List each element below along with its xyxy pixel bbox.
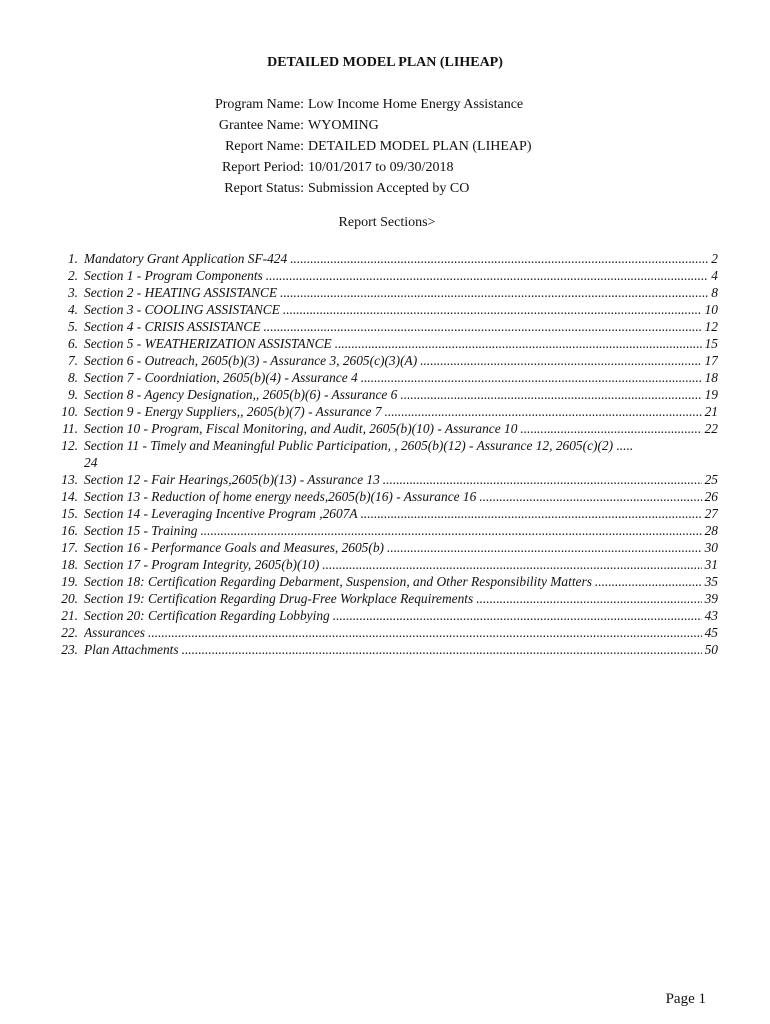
toc-number: 21. xyxy=(61,608,78,623)
toc-number: 9. xyxy=(67,387,78,402)
toc-title[interactable]: Mandatory Grant Application SF-424 xyxy=(84,251,288,266)
meta-report-status xyxy=(0,178,770,199)
toc-title[interactable]: Section 10 - Program, Fiscal Monitoring, and Audit, 2605(b)(10) - Assurance 10 xyxy=(84,421,518,436)
toc-number: 1. xyxy=(67,251,78,266)
toc-item[interactable] xyxy=(50,420,718,437)
toc-number: 8. xyxy=(67,370,78,385)
toc-item[interactable] xyxy=(50,641,718,658)
meta-report-period xyxy=(0,157,770,178)
toc-title[interactable]: Section 1 - Program Components xyxy=(84,268,263,283)
toc-page-number: 50 xyxy=(704,642,718,657)
meta-program-name xyxy=(0,94,770,115)
meta-label: Program Name: xyxy=(214,97,304,112)
toc-number: 11. xyxy=(62,421,78,436)
meta-value: Low Income Home Energy Assistance xyxy=(308,97,524,112)
toc-item[interactable] xyxy=(50,437,718,471)
toc-page-number: 31 xyxy=(704,557,718,572)
toc-page-number: 43 xyxy=(704,608,718,623)
toc-leader xyxy=(335,335,702,352)
toc-page-number: 17 xyxy=(704,353,718,368)
toc-page-number: 15 xyxy=(704,336,718,351)
toc-number: 6. xyxy=(67,336,78,351)
meta-label: Grantee Name: xyxy=(218,118,304,133)
toc-title[interactable]: Section 18: Certification Regarding Debarment, Suspension, and Other Responsibility Matters xyxy=(84,574,592,589)
toc-item[interactable] xyxy=(50,505,718,522)
toc-title[interactable]: Section 5 - WEATHERIZATION ASSISTANCE xyxy=(84,336,332,351)
toc-item[interactable] xyxy=(50,573,718,590)
toc-number: 3. xyxy=(67,285,78,300)
toc-page-number: 25 xyxy=(704,472,718,487)
toc-item[interactable] xyxy=(50,318,718,335)
toc-item[interactable] xyxy=(50,556,718,573)
toc-item[interactable] xyxy=(50,284,718,301)
toc-number: 12. xyxy=(61,438,78,453)
meta-label: Report Status: xyxy=(224,181,304,196)
toc-number: 5. xyxy=(67,319,78,334)
toc-leader xyxy=(385,403,702,420)
toc-page-number: 39 xyxy=(704,591,718,606)
toc-title[interactable]: Section 4 - CRISIS ASSISTANCE xyxy=(84,319,261,334)
toc-leader xyxy=(479,488,701,505)
toc-leader xyxy=(595,573,702,590)
toc-item[interactable] xyxy=(50,539,718,556)
toc-leader xyxy=(290,250,708,267)
toc-number: 20. xyxy=(61,591,78,606)
toc-leader xyxy=(520,420,701,437)
toc-number: 4. xyxy=(67,302,78,317)
toc-title[interactable]: Section 15 - Training xyxy=(84,523,198,538)
toc-title[interactable]: Section 8 - Agency Designation,, 2605(b)(6) - Assurance 6 xyxy=(84,387,398,402)
toc-leader xyxy=(148,624,702,641)
toc-title[interactable]: Section 11 - Timely and Meaningful Public Participation, , 2605(b)(12) - Assurance 12, 2605(c)(2) xyxy=(84,438,614,453)
toc-leader xyxy=(476,590,701,607)
toc-item[interactable] xyxy=(50,369,718,386)
toc-page-number: 21 xyxy=(704,404,718,419)
toc-page-number: 26 xyxy=(704,489,718,504)
toc-title[interactable]: Plan Attachments xyxy=(84,642,179,657)
toc-leader xyxy=(420,352,701,369)
meta-value: WYOMING xyxy=(308,118,379,133)
toc-item[interactable] xyxy=(50,522,718,539)
meta-value: Submission Accepted by CO xyxy=(308,181,470,196)
toc-leader xyxy=(266,267,709,284)
toc-page-number: 35 xyxy=(704,574,718,589)
toc-page-number: 4 xyxy=(711,268,718,283)
toc-item[interactable] xyxy=(50,624,718,641)
table-of-contents xyxy=(50,250,718,658)
toc-title[interactable]: Section 20: Certification Regarding Lobbying xyxy=(84,608,330,623)
page-footer-number: Page 1 xyxy=(665,991,706,1007)
report-metadata xyxy=(0,94,770,199)
toc-number: 18. xyxy=(61,557,78,572)
toc-number: 16. xyxy=(61,523,78,538)
toc-title[interactable]: Section 6 - Outreach, 2605(b)(3) - Assurance 3, 2605(c)(3)(A) xyxy=(84,353,418,368)
toc-title[interactable]: Section 19: Certification Regarding Drug-Free Workplace Requirements xyxy=(84,591,474,606)
toc-title[interactable]: Section 7 - Coordniation, 2605(b)(4) - Assurance 4 xyxy=(84,370,358,385)
toc-page-number: 45 xyxy=(704,625,718,640)
meta-value: 10/01/2017 to 09/30/2018 xyxy=(308,160,454,175)
toc-leader xyxy=(182,641,702,658)
toc-number: 19. xyxy=(61,574,78,589)
meta-value: DETAILED MODEL PLAN (LIHEAP) xyxy=(308,139,532,154)
toc-leader xyxy=(361,369,702,386)
toc-leader xyxy=(280,284,708,301)
toc-item[interactable] xyxy=(50,250,718,267)
report-sections-heading: Report Sections> xyxy=(338,215,436,230)
toc-leader xyxy=(200,522,701,539)
toc-page-number: 10 xyxy=(704,302,718,317)
toc-page-number: 24 xyxy=(84,455,98,470)
toc-number: 22. xyxy=(61,625,78,640)
toc-number: 15. xyxy=(61,506,78,521)
meta-report-name xyxy=(0,136,770,157)
toc-page-number: 19 xyxy=(704,387,718,402)
toc-item[interactable] xyxy=(50,267,718,284)
toc-leader xyxy=(322,556,701,573)
toc-title[interactable]: Section 17 - Program Integrity, 2605(b)(10) xyxy=(84,557,320,572)
toc-number: 14. xyxy=(61,489,78,504)
toc-item[interactable] xyxy=(50,335,718,352)
toc-title[interactable]: Section 13 - Reduction of home energy needs,2605(b)(16) - Assurance 16 xyxy=(84,489,477,504)
toc-leader xyxy=(283,301,702,318)
meta-label: Report Period: xyxy=(221,160,304,175)
toc-leader xyxy=(264,318,702,335)
document-title: DETAILED MODEL PLAN (LIHEAP) xyxy=(267,55,503,70)
toc-number: 23. xyxy=(61,642,78,657)
toc-number: 7. xyxy=(67,353,78,368)
toc-page-number: 30 xyxy=(704,540,718,555)
toc-title[interactable]: Assurances xyxy=(84,625,145,640)
toc-title[interactable]: Section 16 - Performance Goals and Measures, 2605(b) xyxy=(84,540,384,555)
toc-item[interactable] xyxy=(50,352,718,369)
toc-item[interactable] xyxy=(50,590,718,607)
toc-item[interactable] xyxy=(50,386,718,403)
toc-number: 17. xyxy=(61,540,78,555)
toc-title[interactable]: Section 3 - COOLING ASSISTANCE xyxy=(84,302,280,317)
toc-leader xyxy=(383,471,702,488)
toc-leader: ..... xyxy=(616,438,634,453)
toc-page-number: 22 xyxy=(704,421,718,436)
toc-page-number: 8 xyxy=(711,285,718,300)
toc-page-number: 27 xyxy=(704,506,718,521)
toc-number: 2. xyxy=(67,268,78,283)
toc-page-number: 12 xyxy=(704,319,718,334)
toc-title[interactable]: Section 9 - Energy Suppliers,, 2605(b)(7) - Assurance 7 xyxy=(84,404,382,419)
toc-page-number: 2 xyxy=(711,251,718,266)
toc-item[interactable] xyxy=(50,403,718,420)
toc-leader xyxy=(400,386,701,403)
meta-label: Report Name: xyxy=(225,139,304,154)
meta-grantee-name xyxy=(0,115,770,136)
toc-number: 10. xyxy=(61,404,78,419)
toc-item[interactable] xyxy=(50,488,718,505)
toc-title[interactable]: Section 12 - Fair Hearings,2605(b)(13) - Assurance 13 xyxy=(84,472,380,487)
toc-leader xyxy=(387,539,702,556)
toc-number: 13. xyxy=(61,472,78,487)
toc-leader xyxy=(361,505,702,522)
toc-item[interactable] xyxy=(50,471,718,488)
toc-item[interactable] xyxy=(50,301,718,318)
toc-page-number: 28 xyxy=(704,523,718,538)
toc-item[interactable] xyxy=(50,607,718,624)
toc-page-number: 18 xyxy=(704,370,718,385)
toc-title[interactable]: Section 2 - HEATING ASSISTANCE xyxy=(84,285,278,300)
toc-title[interactable]: Section 14 - Leveraging Incentive Program ,2607A xyxy=(84,506,358,521)
toc-leader xyxy=(333,607,702,624)
